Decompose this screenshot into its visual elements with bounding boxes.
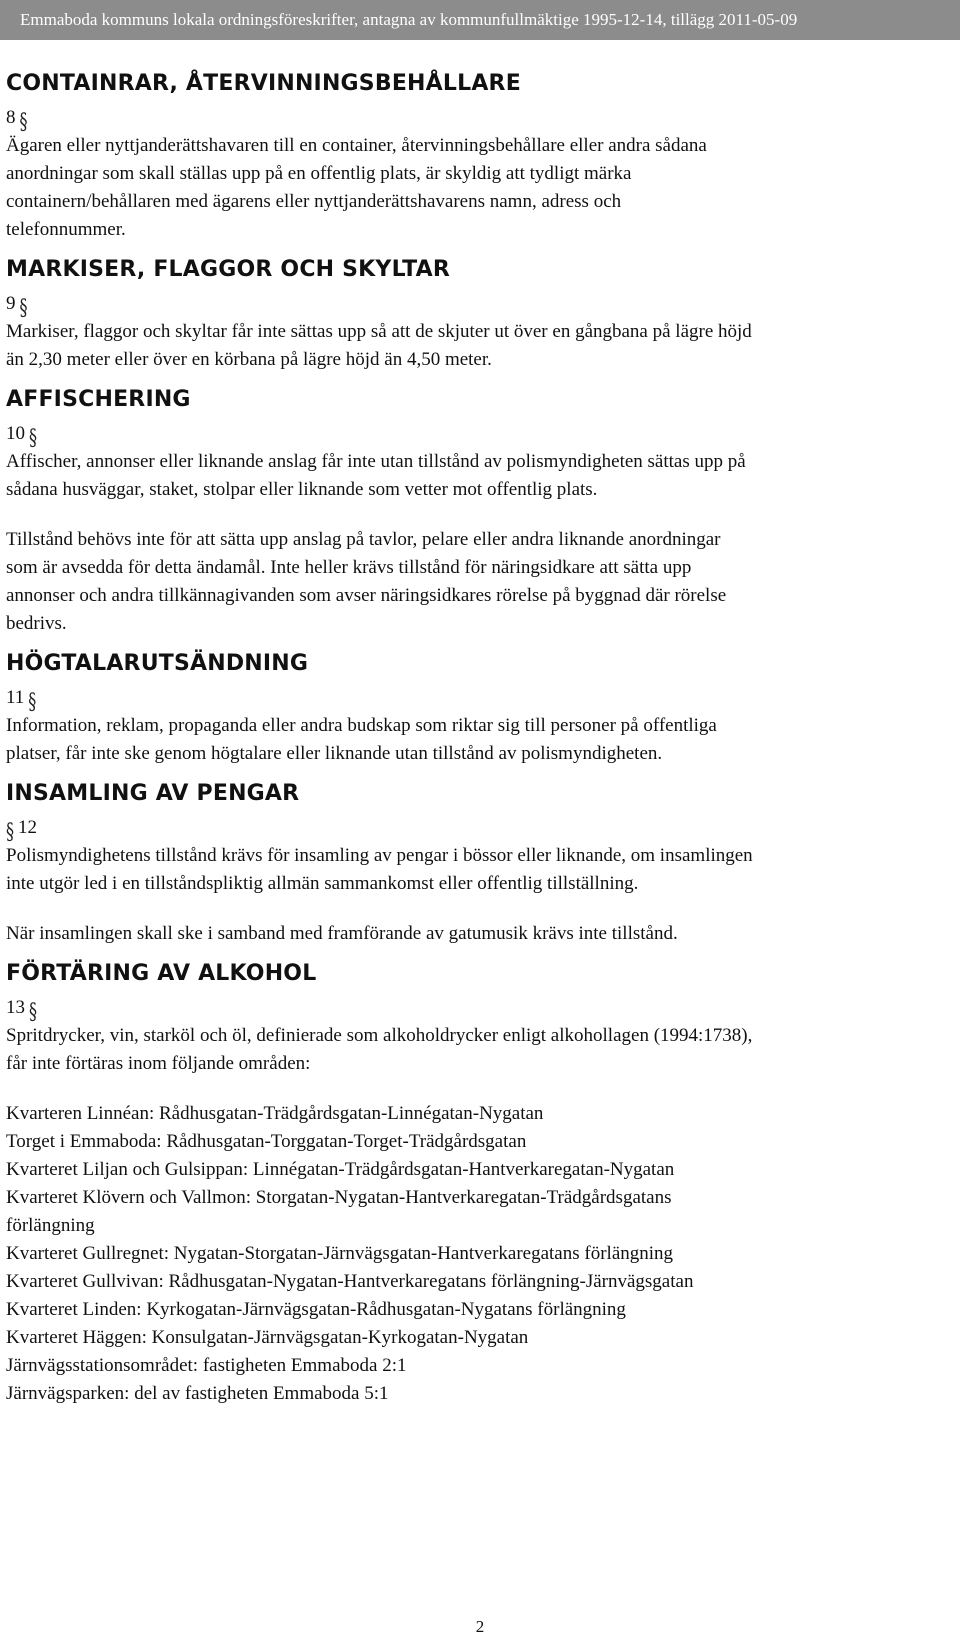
section-sign-icon: § — [19, 294, 28, 321]
list-item: Kvarteret Klövern och Vallmon: Storgatan-Nygatan-Hantverkaregatan-Trädgårdsgatans — [6, 1187, 672, 1208]
text-line: platser, får inte ske genom högtalare eller liknande utan tillstånd av polismyndigheten. — [6, 743, 663, 764]
area-list — [6, 1100, 931, 1408]
list-item: Torget i Emmaboda: Rådhusgatan-Torggatan-Torget-Trädgårdsgatan — [6, 1131, 527, 1152]
paragraph-text — [6, 842, 931, 898]
text-line: än 2,30 meter eller över en körbana på lägre höjd än 4,50 meter. — [6, 349, 492, 370]
paragraph-number — [6, 814, 931, 845]
paragraph-text — [6, 920, 931, 948]
section-heading: MARKISER, FLAGGOR OCH SKYLTAR — [6, 257, 451, 282]
section-sign-icon: § — [19, 108, 28, 135]
paragraph-number-value: 12 — [18, 817, 37, 838]
text-line: annonser och andra tillkännagivanden som avser näringsidkares rörelse på byggnad där rörelse — [6, 585, 727, 606]
paragraph-number — [6, 420, 931, 451]
section-heading: FÖRTÄRING AV ALKOHOL — [6, 961, 317, 986]
text-line: telefonnummer. — [6, 219, 126, 240]
text-line: Information, reklam, propaganda eller andra budskap som riktar sig till personer på offentliga — [6, 715, 717, 736]
paragraph-number — [6, 684, 931, 715]
list-item: Järnvägsparken: del av fastigheten Emmaboda 5:1 — [6, 1383, 389, 1404]
text-line: bedrivs. — [6, 613, 67, 634]
text-line: containern/behållaren med ägarens eller nyttjanderättshavarens namn, adress och — [6, 191, 622, 212]
text-line: får inte förtäras inom följande områden: — [6, 1053, 311, 1074]
section-heading: INSAMLING AV PENGAR — [6, 781, 300, 806]
paragraph-text — [6, 1022, 931, 1078]
page-number: 2 — [475, 1617, 485, 1636]
list-item: Kvarteret Häggen: Konsulgatan-Järnvägsgatan-Kyrkogatan-Nygatan — [6, 1327, 529, 1348]
paragraph-text — [6, 132, 931, 244]
paragraph-text — [6, 526, 931, 638]
text-line: När insamlingen skall ske i samband med framförande av gatumusik krävs inte tillstånd. — [6, 923, 678, 944]
document-body — [6, 70, 931, 1412]
text-line: Markiser, flaggor och skyltar får inte sättas upp så att de skjuter ut över en gångbana på lägre höjd — [6, 321, 752, 342]
text-line: Tillstånd behövs inte för att sätta upp anslag på tavlor, pelare eller andra liknande anordningar — [6, 529, 721, 550]
section-sign-icon: § — [28, 688, 37, 715]
list-item: Kvarteren Linnéan: Rådhusgatan-Trädgårdsgatan-Linnégatan-Nygatan — [6, 1103, 544, 1124]
text-line: sådana husväggar, staket, stolpar eller liknande som vetter mot offentlig plats. — [6, 479, 598, 500]
paragraph-number-value: 8 — [6, 107, 16, 128]
text-line: Ägaren eller nyttjanderättshavaren till en container, återvinningsbehållare eller andra sådana — [6, 135, 707, 156]
text-line: Polismyndighetens tillstånd krävs för insamling av pengar i bössor eller liknande, om insamlingen — [6, 845, 753, 866]
section-sign-icon: § — [29, 998, 37, 1025]
paragraph-number — [6, 104, 931, 135]
list-item: Kvarteret Linden: Kyrkogatan-Järnvägsgatan-Rådhusgatan-Nygatans förlängning — [6, 1299, 626, 1320]
section-8 — [6, 70, 931, 244]
list-item: förlängning — [6, 1215, 95, 1236]
section-heading: AFFISCHERING — [6, 387, 191, 412]
paragraph-text — [6, 712, 931, 768]
paragraph-number — [6, 994, 931, 1025]
paragraph-text — [6, 448, 931, 504]
text-line: Spritdrycker, vin, starköl och öl, definierade som alkoholdrycker enligt alkohollagen (1994:1738), — [6, 1025, 753, 1046]
list-item: Järnvägsstationsområdet: fastigheten Emmaboda 2:1 — [6, 1355, 407, 1376]
section-10 — [6, 386, 931, 638]
paragraph-number-value: 9 — [6, 293, 16, 314]
paragraph-number — [6, 290, 931, 321]
section-sign-icon: § — [6, 818, 14, 845]
section-heading: HÖGTALARUTSÄNDNING — [6, 651, 309, 676]
list-item: Kvarteret Gullregnet: Nygatan-Storgatan-Järnvägsgatan-Hantverkaregatans förlängning — [6, 1243, 674, 1264]
section-11 — [6, 650, 931, 768]
section-13 — [6, 960, 931, 1408]
text-line: som är avsedda för detta ändamål. Inte heller krävs tillstånd för näringsidkare att sätta upp — [6, 557, 692, 578]
paragraph-text — [6, 318, 931, 374]
paragraph-number-value: 13 — [6, 997, 25, 1018]
section-sign-icon: § — [29, 424, 37, 451]
text-line: inte utgör led i en tillståndspliktig allmän sammankomst eller offentlig tillställning. — [6, 873, 639, 894]
paragraph-number-value: 11 — [6, 687, 25, 708]
paragraph-number-value: 10 — [6, 423, 25, 444]
section-heading: CONTAINRAR, ÅTERVINNINGSBEHÅLLARE — [6, 71, 521, 96]
list-item: Kvarteret Liljan och Gulsippan: Linnégatan-Trädgårdsgatan-Hantverkaregatan-Nygatan — [6, 1159, 675, 1180]
list-item: Kvarteret Gullvivan: Rådhusgatan-Nygatan-Hantverkaregatans förlängning-Järnvägsgatan — [6, 1271, 694, 1292]
document-header: Emmaboda kommuns lokala ordningsföreskrifter, antagna av kommunfullmäktige 1995-12-14, tillägg 2011-05-09 — [0, 0, 960, 40]
section-9 — [6, 256, 931, 374]
text-line: Affischer, annonser eller liknande anslag får inte utan tillstånd av polismyndigheten sättas upp på — [6, 451, 746, 472]
text-line: anordningar som skall ställas upp på en offentlig plats, är skyldig att tydligt märka — [6, 163, 632, 184]
section-12 — [6, 780, 931, 948]
